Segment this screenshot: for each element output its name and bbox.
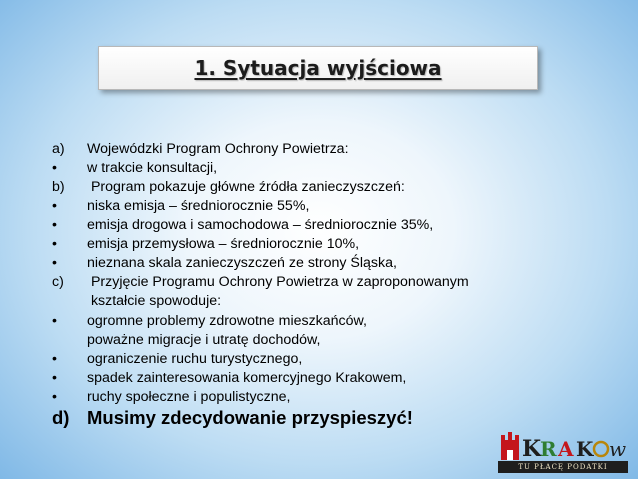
- list-marker: •: [52, 255, 57, 271]
- list-text: kształcie spowoduje:: [87, 293, 222, 309]
- wordmark-o: [594, 442, 608, 456]
- list-marker: •: [52, 198, 57, 214]
- castle-icon: [501, 432, 519, 460]
- list-marker: •: [52, 389, 57, 405]
- list-text: niska emisja – średniorocznie 55%,: [87, 198, 310, 214]
- list-marker: •: [52, 370, 57, 386]
- list-marker: •: [52, 217, 57, 233]
- krakow-logo-art: [498, 428, 628, 461]
- wordmark-a: A: [558, 437, 574, 461]
- list-marker: •: [52, 236, 57, 252]
- list-text: Program pokazuje główne źródła zanieczyszczeń:: [87, 179, 405, 195]
- list-text: emisja przemysłowa – średniorocznie 10%,: [87, 236, 360, 252]
- list-marker: •: [52, 313, 57, 329]
- final-text: Musimy zdecydowanie przyspieszyć!: [87, 407, 413, 428]
- list-text: ruchy społeczne i populistyczne,: [87, 389, 291, 405]
- list-text: emisja drogowa i samochodowa – średniorocznie 35%,: [87, 217, 434, 233]
- list-marker: b): [52, 179, 65, 195]
- slide-title: 1. Sytuacja wyjściowa: [194, 56, 442, 80]
- list-marker: c): [52, 274, 64, 290]
- list-text: w trakcie konsultacji,: [87, 160, 218, 176]
- logo-tagline: TU PŁACĘ PODATKI: [498, 461, 628, 473]
- list-text: ograniczenie ruchu turystycznego,: [87, 351, 303, 367]
- list-text: spadek zainteresowania komercyjnego Krakowem,: [87, 370, 407, 386]
- wordmark-k2: K: [576, 437, 594, 461]
- list-text: ogromne problemy zdrowotne mieszkańców,: [87, 313, 367, 329]
- list-text: Przyjęcie Programu Ochrony Powietrza w zaproponowanym: [87, 274, 469, 290]
- list-text: poważne migracje i utratę dochodów,: [87, 332, 321, 348]
- wordmark-r: R: [540, 437, 557, 461]
- list-text: nieznana skala zanieczyszczeń ze strony Śląska,: [87, 255, 397, 271]
- list-text: Wojewódzki Program Ochrony Powietrza:: [87, 141, 349, 157]
- list-marker: •: [52, 160, 57, 176]
- list-marker: •: [52, 351, 57, 367]
- final-marker: d): [52, 407, 70, 428]
- wordmark-k: K: [522, 436, 542, 461]
- wordmark-w: w: [609, 437, 627, 461]
- krakow-logo: [498, 428, 628, 474]
- list-marker: a): [52, 141, 65, 157]
